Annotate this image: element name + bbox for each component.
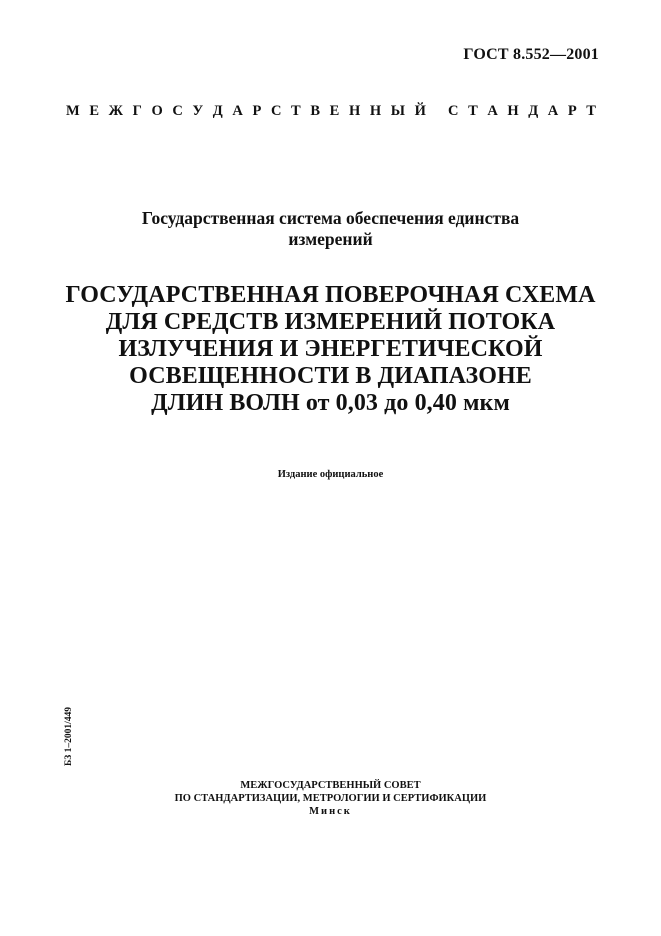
spaced-letter: Д bbox=[528, 103, 539, 119]
spaced-letter: Т bbox=[468, 103, 478, 119]
spaced-letter: Ж bbox=[108, 103, 123, 119]
spaced-letter: А bbox=[547, 103, 559, 119]
spaced-letter: С bbox=[172, 103, 183, 119]
spaced-letter: М bbox=[66, 103, 80, 119]
spaced-letter: А bbox=[232, 103, 243, 119]
publisher-city: Минск bbox=[309, 806, 352, 817]
spaced-letter: Т bbox=[291, 103, 301, 119]
spaced-letter: Д bbox=[212, 103, 223, 119]
spaced-letter: Е bbox=[89, 103, 99, 119]
standard-type-heading bbox=[66, 103, 596, 120]
standard-type-word-interstate bbox=[66, 103, 426, 120]
edition-label: Издание официальное bbox=[277, 469, 384, 480]
spaced-letter: Т bbox=[586, 103, 596, 119]
publisher-line-1: МЕЖГОСУДАРСТВЕННЫЙ СОВЕТ bbox=[240, 780, 421, 791]
main-title-line-3: ИЗЛУЧЕНИЯ И ЭНЕРГЕТИЧЕСКОЙ bbox=[118, 336, 543, 362]
system-title bbox=[60, 208, 601, 250]
spaced-letter: В bbox=[310, 103, 321, 119]
spaced-letter: У bbox=[192, 103, 204, 119]
spaced-letter: Й bbox=[414, 103, 426, 119]
document-number: ГОСТ 8.552—2001 bbox=[463, 46, 599, 63]
spaced-letter: Е bbox=[329, 103, 340, 119]
spaced-letter: Н bbox=[507, 103, 519, 119]
publisher-block bbox=[0, 779, 661, 818]
spaced-letter: С bbox=[270, 103, 282, 119]
system-title-line-1: Государственная система обеспечения единства bbox=[141, 208, 520, 228]
system-title-line-2: измерений bbox=[288, 229, 373, 249]
main-title-line-1: ГОСУДАРСТВЕННАЯ ПОВЕРОЧНАЯ СХЕМА bbox=[65, 282, 596, 308]
standard-type-word-standard bbox=[448, 103, 596, 120]
main-title bbox=[40, 282, 621, 417]
spaced-letter: Г bbox=[132, 103, 142, 119]
side-registration-code: БЗ 1–2001/449 bbox=[64, 706, 74, 766]
spaced-letter: А bbox=[487, 103, 498, 119]
main-title-line-5: ДЛИН ВОЛН от 0,03 до 0,40 мкм bbox=[151, 390, 510, 416]
publisher-line-2: ПО СТАНДАРТИЗАЦИИ, МЕТРОЛОГИИ И СЕРТИФИКАЦИИ bbox=[174, 793, 487, 804]
main-title-line-4: ОСВЕЩЕННОСТИ В ДИАПАЗОНЕ bbox=[129, 363, 532, 389]
spaced-letter: Ы bbox=[390, 103, 405, 119]
spaced-letter: Н bbox=[348, 103, 361, 119]
spaced-letter: Р bbox=[567, 103, 577, 119]
spaced-letter: О bbox=[151, 103, 163, 119]
spaced-letter: Н bbox=[369, 103, 382, 119]
spaced-letter: Р bbox=[252, 103, 262, 119]
main-title-line-2: ДЛЯ СРЕДСТВ ИЗМЕРЕНИЙ ПОТОКА bbox=[105, 309, 556, 335]
spaced-letter: С bbox=[448, 103, 459, 119]
